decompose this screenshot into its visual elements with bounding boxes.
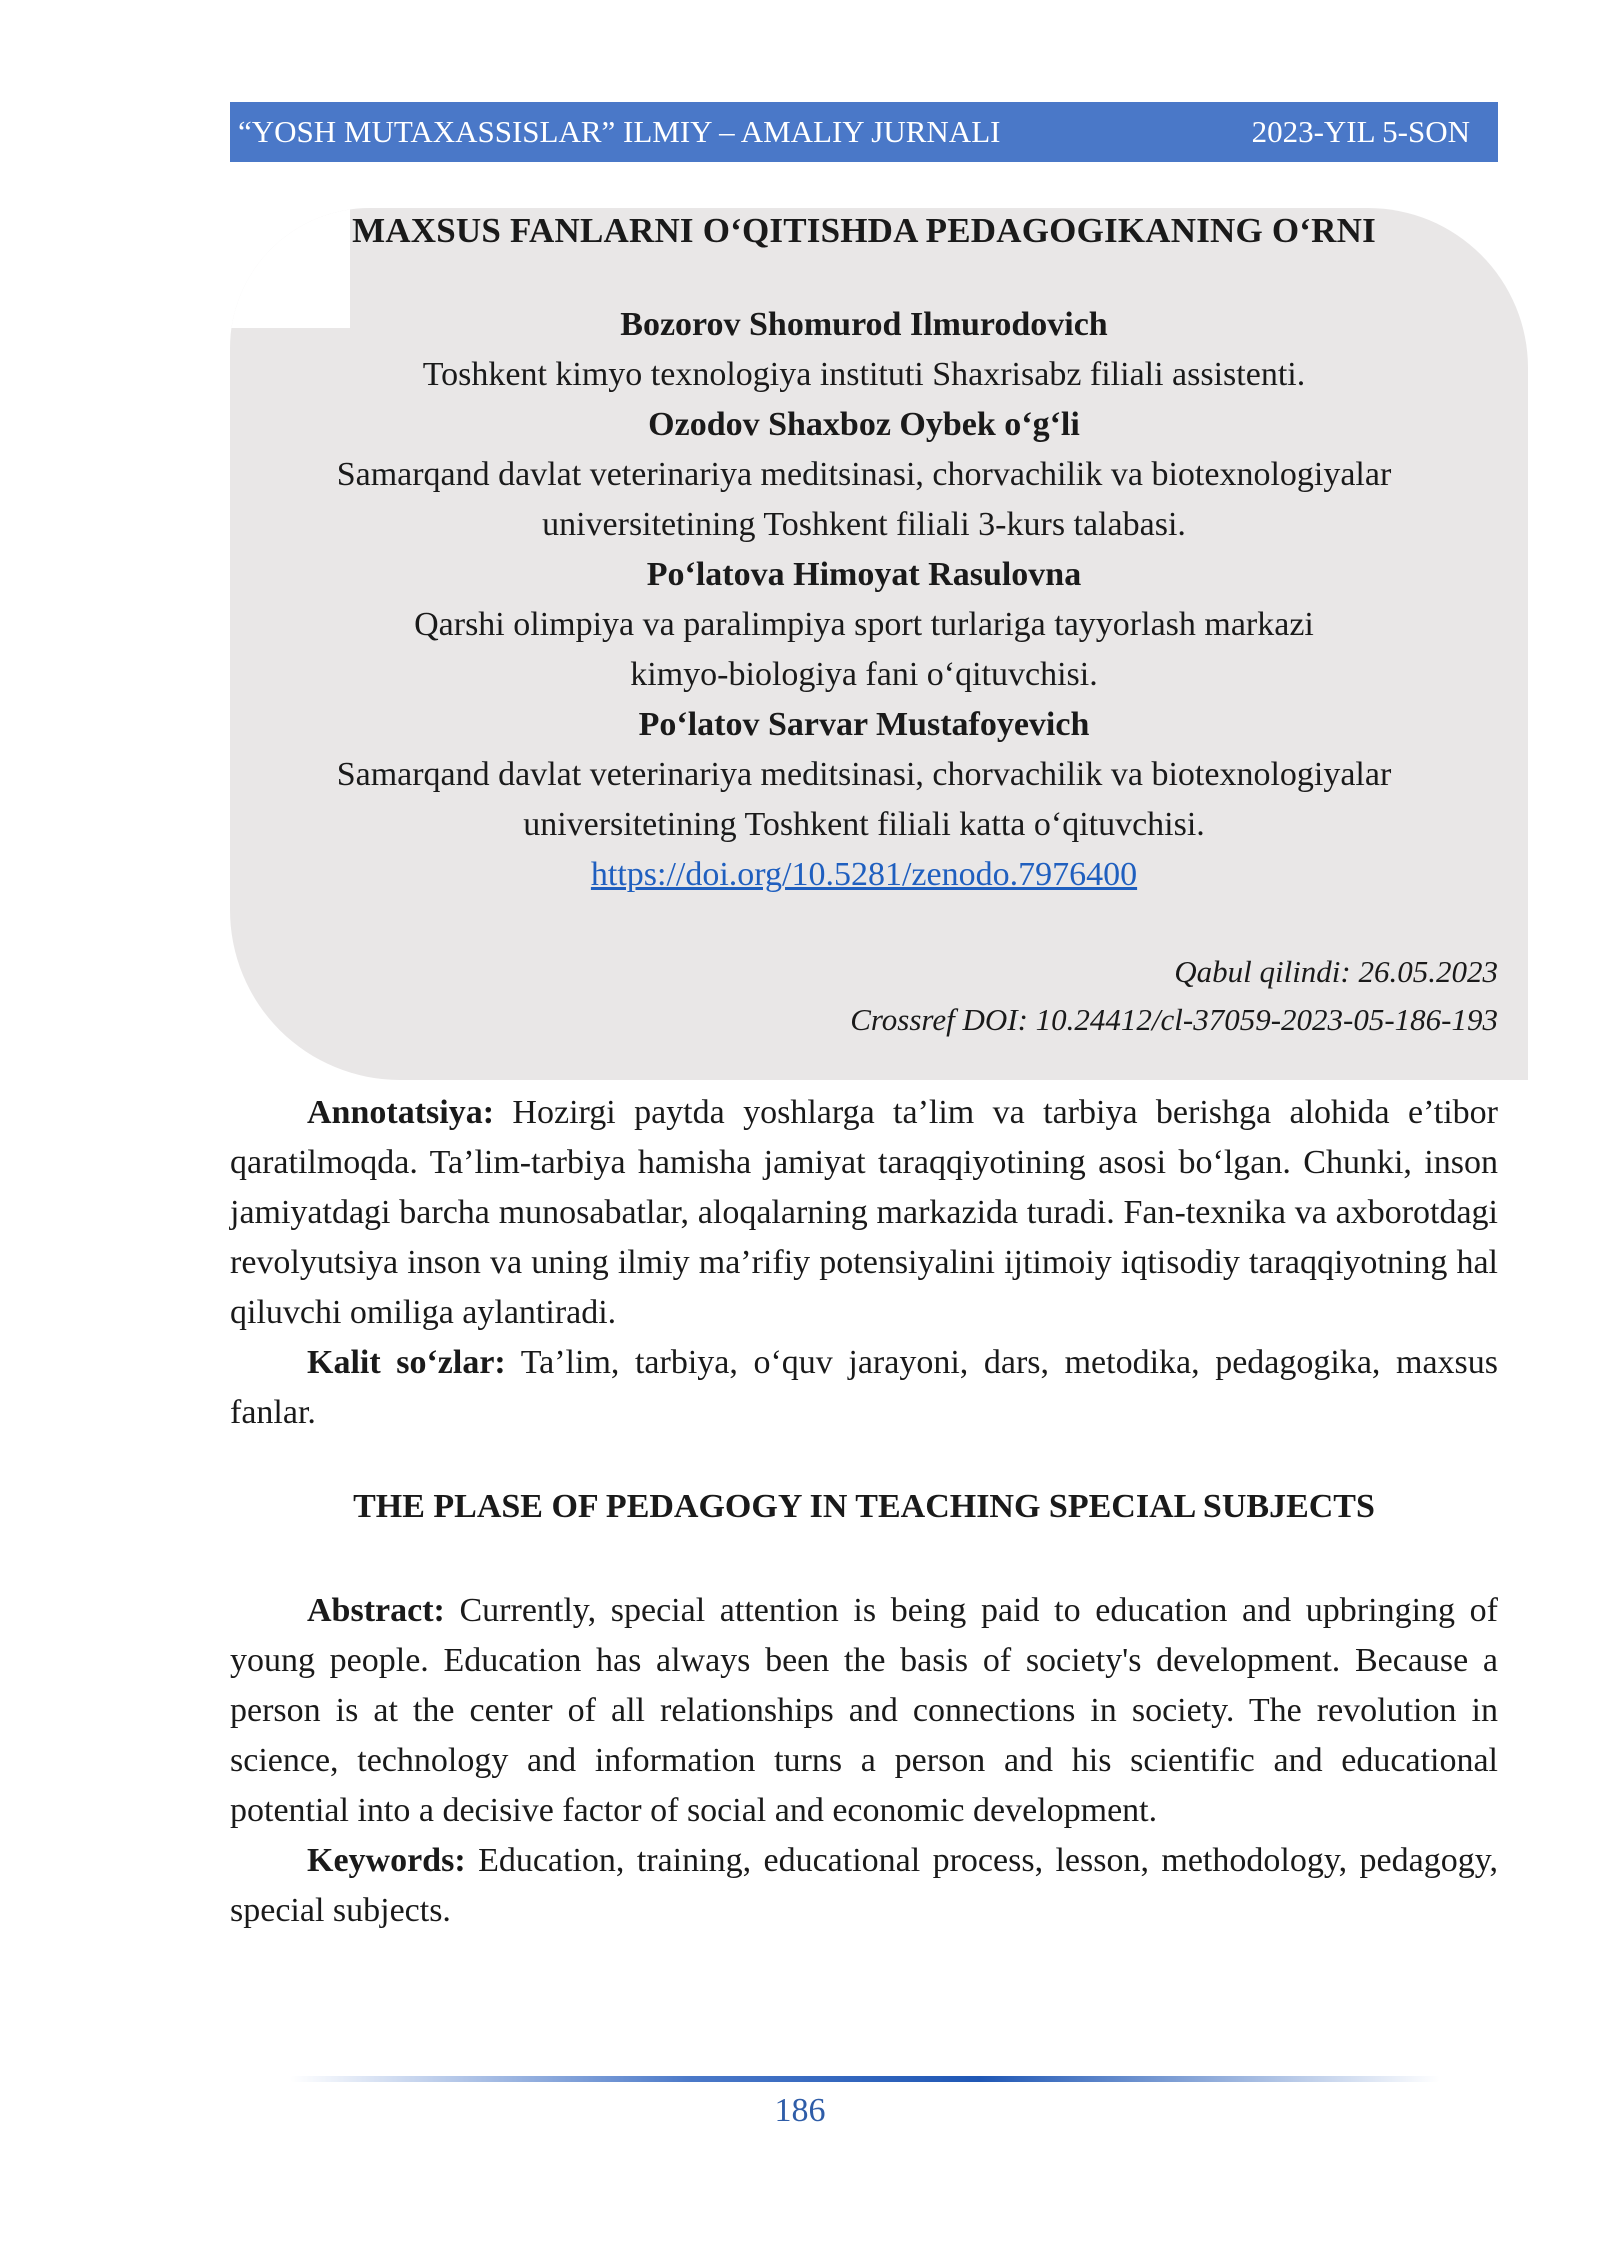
abstract-section bbox=[230, 1586, 1498, 1936]
article-front-matter bbox=[230, 200, 1498, 900]
article-title: MAXSUS FANLARNI O‘QITISHDA PEDAGOGIKANING O‘RNI bbox=[352, 211, 1376, 250]
author-list bbox=[230, 300, 1498, 850]
doi-link[interactable]: https://doi.org/10.5281/zenodo.7976400 bbox=[590, 856, 1138, 893]
author-affiliation: Qarshi olimpiya va paralimpiya sport turlariga tayyorlash markazi bbox=[414, 606, 1314, 643]
author-name: Bozorov Shomurod Ilmurodovich bbox=[620, 306, 1108, 343]
author-block bbox=[230, 400, 1498, 550]
author-affiliation: kimyo-biologiya fani o‘qituvchisi. bbox=[630, 656, 1098, 693]
author-affiliation: Samarqand davlat veterinariya meditsinasi, chorvachilik va biotexnologiyalar bbox=[336, 756, 1392, 793]
abstract-text: Currently, special attention is being paid to education and upbringing of young people. Education has always been the basis of society's development. Because a person is at the center of all relationships and connections in society. The revolution in science, technology and information turns a person and his scientific and educational potential into a decisive factor of social and economic development. bbox=[230, 1592, 1498, 1829]
issue-label: 2023-YIL 5-SON bbox=[1251, 114, 1470, 149]
abstract-label: Abstract: bbox=[307, 1592, 445, 1629]
keywords-paragraph bbox=[230, 1836, 1498, 1936]
keywords-label: Keywords: bbox=[307, 1842, 466, 1879]
kalit-text: Ta’lim, tarbiya, o‘quv jarayoni, dars, metodika, pedagogika, maxsus fanlar. bbox=[230, 1344, 1499, 1431]
author-block bbox=[230, 700, 1498, 850]
page-number: 186 bbox=[774, 2092, 826, 2129]
author-affiliation: universitetining Toshkent filiali 3-kurs talabasi. bbox=[542, 506, 1186, 543]
keywords-text: Education, training, educational process, lesson, methodology, pedagogy, special subjects. bbox=[230, 1842, 1498, 1929]
author-name: Ozodov Shaxboz Oybek o‘g‘li bbox=[648, 406, 1080, 443]
author-name: Po‘latov Sarvar Mustafoyevich bbox=[638, 706, 1090, 743]
author-block bbox=[230, 300, 1498, 400]
annotation-text: Hozirgi paytda yoshlarga ta’lim va tarbiya berishga alohida e’tibor qaratilmoqda. Ta’lim-tarbiya hamisha jamiyat taraqqiyotining asosi bo‘lgan. Chunki, inson jamiyatdagi barcha munosabatlar, aloqalarning markazida turadi. Fan-texnika va axborotdagi revolyutsiya inson va uning ilmiy ma’rifiy potensiyalini ijtimoiy iqtisodiy taraqqiyotning hal qiluvchi omiliga aylantiradi. bbox=[230, 1094, 1498, 1331]
author-name: Po‘latova Himoyat Rasulovna bbox=[646, 556, 1082, 593]
annotation-paragraph bbox=[230, 1088, 1498, 1338]
journal-header-bar bbox=[230, 102, 1498, 162]
annotation-section bbox=[230, 1088, 1498, 1438]
abstract-paragraph bbox=[230, 1586, 1498, 1836]
author-block bbox=[230, 550, 1498, 700]
crossref-doi: Crossref DOI: 10.24412/cl-37059-2023-05-186-193 bbox=[850, 1002, 1498, 1037]
kalit-label: Kalit so‘zlar: bbox=[307, 1344, 506, 1381]
journal-name: “YOSH MUTAXASSISLAR” ILMIY – AMALIY JURNALI bbox=[238, 114, 1001, 149]
author-affiliation: Toshkent kimyo texnologiya instituti Shaxrisabz filiali assistenti. bbox=[422, 356, 1306, 393]
annotation-label: Annotatsiya: bbox=[307, 1094, 495, 1131]
kalit-paragraph bbox=[230, 1338, 1498, 1438]
footer-divider bbox=[290, 2076, 1440, 2082]
author-affiliation: universitetining Toshkent filiali katta o‘qituvchisi. bbox=[523, 806, 1205, 843]
received-date: Qabul qilindi: 26.05.2023 bbox=[1174, 954, 1498, 989]
english-title: THE PLASE OF PEDAGOGY IN TEACHING SPECIAL SUBJECTS bbox=[353, 1488, 1375, 1525]
author-affiliation: Samarqand davlat veterinariya meditsinasi, chorvachilik va biotexnologiyalar bbox=[336, 456, 1392, 493]
